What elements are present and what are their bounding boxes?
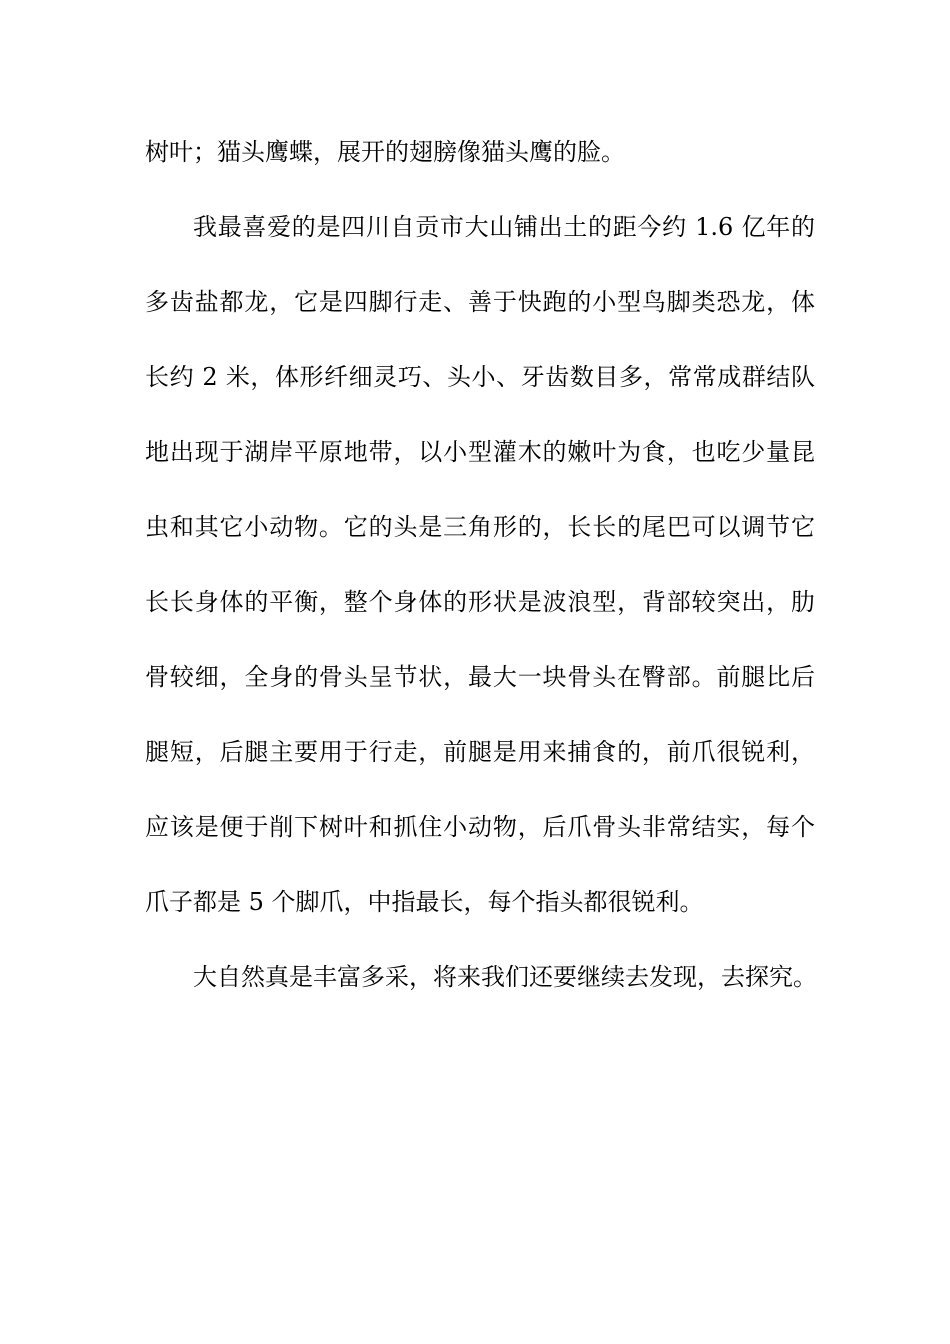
text-line: 我最喜爱的是四川自贡市大山铺出土的距今约 1.6 亿年的 — [193, 213, 815, 241]
text-line: 应该是便于削下树叶和抓住小动物，后爪骨头非常结实，每个 — [145, 813, 815, 841]
text-line: 长长身体的平衡，整个身体的形状是波浪型，背部较突出，肋 — [145, 588, 815, 616]
text-line: 树叶；猫头鹰蝶，展开的翅膀像猫头鹰的脸。 — [145, 138, 625, 166]
text-line: 爪子都是 5 个脚爪，中指最长，每个指头都很锐利。 — [145, 888, 704, 916]
text-line: 长约 2 米，体形纤细灵巧、头小、牙齿数目多，常常成群结队 — [145, 363, 815, 391]
text-line: 地出现于湖岸平原地带，以小型灌木的嫩叶为食，也吃少量昆 — [145, 438, 815, 466]
text-line: 虫和其它小动物。它的头是三角形的，长长的尾巴可以调节它 — [145, 513, 815, 541]
text-line: 骨较细，全身的骨头呈节状，最大一块骨头在臀部。前腿比后 — [145, 663, 815, 691]
text-line: 多齿盐都龙，它是四脚行走、善于快跑的小型鸟脚类恐龙，体 — [145, 288, 815, 316]
text-line: 腿短，后腿主要用于行走，前腿是用来捕食的，前爪很锐利， — [145, 738, 815, 766]
text-line: 大自然真是丰富多采，将来我们还要继续去发现，去探究。 — [193, 963, 817, 991]
